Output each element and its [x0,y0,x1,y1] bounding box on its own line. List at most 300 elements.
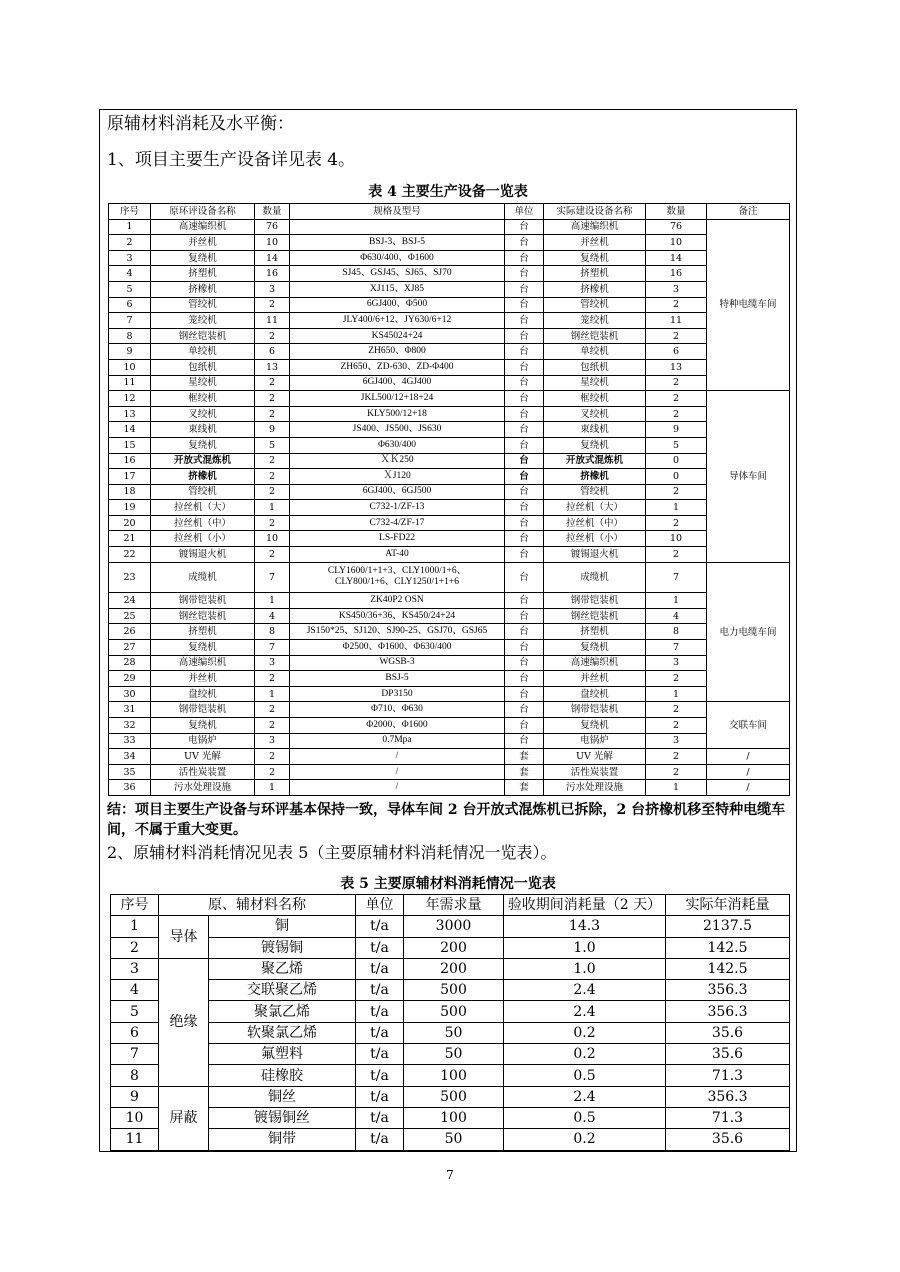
spec-model-cell: / [290,780,505,796]
unit-cell: 台 [505,328,544,344]
actual-quantity-cell: 1 [646,593,707,609]
table4-row [109,500,790,516]
table4-row [109,531,790,547]
original-equipment-name-cell: 复绕机 [151,718,255,734]
original-quantity-cell: 76 [255,219,290,235]
unit-cell: 台 [505,702,544,718]
unit-cell: t/a [356,1044,404,1065]
spec-model-cell [290,219,505,235]
material-name-cell: 硅橡胶 [209,1065,356,1086]
unit-cell: 台 [505,297,544,313]
row-number-cell: 11 [109,375,151,391]
table4-row [109,515,790,531]
material-name-cell: 聚乙烯 [209,958,356,979]
original-quantity-cell: 9 [255,422,290,438]
actual-annual-consumption-cell: 2137.5 [666,916,790,937]
row-number-cell: 27 [109,640,151,656]
original-equipment-name-cell: 并丝机 [151,671,255,687]
table4-row [109,686,790,702]
original-quantity-cell: 1 [255,593,290,609]
table4-row [109,235,790,251]
row-number-cell: 7 [111,1044,159,1065]
remark-cell: / [707,749,790,765]
actual-quantity-cell: 1 [646,500,707,516]
row-number-cell: 5 [109,281,151,297]
spec-model-cell: SJ45、GSJ45、SJ65、SJ70 [290,266,505,282]
actual-quantity-cell: 2 [646,764,707,780]
acceptance-consumption-cell: 0.2 [504,1044,666,1065]
actual-quantity-cell: 16 [646,266,707,282]
row-number-cell: 8 [109,328,151,344]
annual-demand-cell: 500 [404,1001,504,1022]
unit-cell: 台 [505,515,544,531]
annual-demand-cell: 500 [404,980,504,1001]
spec-model-cell: 6GJ400、4GJ400 [290,375,505,391]
row-number-cell: 24 [109,593,151,609]
table4-row [109,453,790,469]
spec-model-cell: Φ630/400 [290,437,505,453]
actual-quantity-cell: 2 [646,375,707,391]
actual-equipment-name-cell: 拉丝机（中） [544,515,646,531]
original-quantity-cell: 2 [255,749,290,765]
actual-equipment-name-cell: 并丝机 [544,671,646,687]
table4-header-cell: 数量 [646,204,707,220]
row-number-cell: 14 [109,422,151,438]
original-equipment-name-cell: 拉丝机（小） [151,531,255,547]
row-number-cell: 12 [109,391,151,407]
actual-quantity-cell: 13 [646,359,707,375]
row-number-cell: 9 [111,1086,159,1107]
unit-cell: 台 [505,484,544,500]
actual-equipment-name-cell: 钢带铠装机 [544,593,646,609]
actual-equipment-name-cell: 管绞机 [544,297,646,313]
acceptance-consumption-cell: 0.2 [504,1129,666,1150]
table4-row [109,313,790,329]
table5-header-cell: 原、辅材料名称 [159,895,356,916]
table5-header-cell: 年需求量 [404,895,504,916]
actual-equipment-name-cell: 镀锡退火机 [544,547,646,563]
table4-row [109,359,790,375]
row-number-cell: 25 [109,608,151,624]
remark-cell: / [707,764,790,780]
original-quantity-cell: 2 [255,453,290,469]
actual-quantity-cell: 9 [646,422,707,438]
actual-equipment-name-cell: 框绞机 [544,391,646,407]
actual-equipment-name-cell: 复绕机 [544,250,646,266]
unit-cell: 台 [505,281,544,297]
page-frame [99,109,797,1152]
actual-equipment-name-cell: 钢丝铠装机 [544,608,646,624]
original-equipment-name-cell: 包纸机 [151,359,255,375]
unit-cell: 台 [505,266,544,282]
original-quantity-cell: 7 [255,562,290,593]
actual-quantity-cell: 1 [646,686,707,702]
original-quantity-cell: 13 [255,359,290,375]
original-quantity-cell: 2 [255,718,290,734]
actual-quantity-cell: 3 [646,733,707,749]
actual-equipment-name-cell: 污水处理设施 [544,780,646,796]
table4-row [109,562,790,593]
row-number-cell: 34 [109,749,151,765]
actual-equipment-name-cell: 复绕机 [544,437,646,453]
row-number-cell: 31 [109,702,151,718]
annual-demand-cell: 50 [404,1044,504,1065]
spec-model-cell: BSJ-5 [290,671,505,687]
actual-equipment-name-cell: 包纸机 [544,359,646,375]
original-equipment-name-cell: 高速编织机 [151,655,255,671]
unit-cell: 台 [505,344,544,360]
row-number-cell: 20 [109,515,151,531]
original-equipment-name-cell: 复绕机 [151,250,255,266]
annual-demand-cell: 3000 [404,916,504,937]
original-quantity-cell: 11 [255,313,290,329]
unit-cell: t/a [356,1001,404,1022]
unit-cell: 套 [505,749,544,765]
actual-quantity-cell: 0 [646,453,707,469]
original-equipment-name-cell: 钢丝铠装机 [151,328,255,344]
original-equipment-name-cell: 拉丝机（中） [151,515,255,531]
material-category-cell: 绝缘 [159,958,209,1086]
unit-cell: 台 [505,655,544,671]
material-category-cell: 屏蔽 [159,1086,209,1150]
row-number-cell: 18 [109,484,151,500]
unit-cell: t/a [356,1107,404,1128]
spec-model-cell: 6GJ400、Φ500 [290,297,505,313]
unit-cell: 台 [505,671,544,687]
material-name-cell: 交联聚乙烯 [209,980,356,1001]
acceptance-consumption-cell: 14.3 [504,916,666,937]
table5-row [111,1022,790,1043]
table4-row [109,655,790,671]
table4-row [109,484,790,500]
unit-cell: t/a [356,1129,404,1150]
original-equipment-name-cell: 并丝机 [151,235,255,251]
row-number-cell: 4 [111,980,159,1001]
actual-annual-consumption-cell: 35.6 [666,1044,790,1065]
table5-row [111,1001,790,1022]
actual-equipment-name-cell: UV 光解 [544,749,646,765]
annual-demand-cell: 100 [404,1107,504,1128]
actual-quantity-cell: 0 [646,469,707,485]
row-number-cell: 13 [109,406,151,422]
actual-equipment-name-cell: 叉绞机 [544,406,646,422]
original-equipment-name-cell: 束线机 [151,422,255,438]
spec-model-cell: C732-4/ZF-17 [290,515,505,531]
actual-equipment-name-cell: 高速编织机 [544,655,646,671]
actual-equipment-name-cell: 成缆机 [544,562,646,593]
table4-body [109,219,790,795]
annual-demand-cell: 50 [404,1129,504,1150]
actual-quantity-cell: 2 [646,671,707,687]
table4-row [109,266,790,282]
original-equipment-name-cell: 星绞机 [151,375,255,391]
original-equipment-name-cell: 活性炭装置 [151,764,255,780]
row-number-cell: 22 [109,547,151,563]
original-quantity-cell: 2 [255,297,290,313]
actual-equipment-name-cell: 挤塑机 [544,266,646,282]
spec-model-cell: CLY1600/1+1+3、CLY1000/1+6、 CLY800/1+6、CLY1250/1+1+6 [290,562,505,593]
unit-cell: t/a [356,937,404,958]
table4-row [109,250,790,266]
original-quantity-cell: 2 [255,406,290,422]
unit-cell: 台 [505,733,544,749]
row-number-cell: 21 [109,531,151,547]
spec-model-cell: / [290,764,505,780]
unit-cell: t/a [356,980,404,1001]
row-number-cell: 28 [109,655,151,671]
actual-quantity-cell: 2 [646,749,707,765]
actual-equipment-name-cell: 电锅炉 [544,733,646,749]
table5-row [111,916,790,937]
original-quantity-cell: 3 [255,281,290,297]
table5-header-row [111,895,790,916]
actual-annual-consumption-cell: 142.5 [666,937,790,958]
unit-cell: t/a [356,1086,404,1107]
actual-equipment-name-cell: 复绕机 [544,640,646,656]
acceptance-consumption-cell: 0.5 [504,1065,666,1086]
spec-model-cell: JS400、JS500、JS630 [290,422,505,438]
actual-annual-consumption-cell: 35.6 [666,1022,790,1043]
unit-cell: 台 [505,437,544,453]
table5-caption: 表 5 主要原辅材料消耗情况一览表 [340,876,556,892]
actual-annual-consumption-cell: 356.3 [666,1001,790,1022]
actual-quantity-cell: 2 [646,391,707,407]
original-equipment-name-cell: 开放式混炼机 [151,453,255,469]
row-number-cell: 8 [111,1065,159,1086]
actual-equipment-name-cell: 并丝机 [544,235,646,251]
table4-row [109,281,790,297]
table5-header-cell: 单位 [356,895,404,916]
original-equipment-name-cell: 钢带铠装机 [151,593,255,609]
row-number-cell: 23 [109,562,151,593]
actual-annual-consumption-cell: 356.3 [666,1086,790,1107]
table4-row [109,593,790,609]
unit-cell: 台 [505,562,544,593]
material-name-cell: 镀锡铜丝 [209,1107,356,1128]
actual-quantity-cell: 2 [646,297,707,313]
table4-row [109,718,790,734]
original-equipment-name-cell: 挤塑机 [151,266,255,282]
original-quantity-cell: 2 [255,391,290,407]
spec-model-cell: Φ2000、Φ1600 [290,718,505,734]
original-quantity-cell: 1 [255,686,290,702]
material-category-cell: 导体 [159,916,209,959]
original-equipment-name-cell: 成缆机 [151,562,255,593]
table4-caption: 表 4 主要生产设备一览表 [368,184,528,200]
row-number-cell: 32 [109,718,151,734]
row-number-cell: 4 [109,266,151,282]
unit-cell: t/a [356,1022,404,1043]
table4-header-cell: 备注 [707,204,790,220]
row-number-cell: 5 [111,1001,159,1022]
table4-row [109,608,790,624]
actual-quantity-cell: 2 [646,547,707,563]
table4-header-row [109,204,790,220]
original-quantity-cell: 1 [255,780,290,796]
original-equipment-name-cell: 复绕机 [151,437,255,453]
unit-cell: t/a [356,1065,404,1086]
original-quantity-cell: 4 [255,608,290,624]
unit-cell: 台 [505,469,544,485]
spec-model-cell: WGSB-3 [290,655,505,671]
actual-equipment-name-cell: 钢带铠装机 [544,702,646,718]
subsection-heading-materials: 2、原辅材料消耗情况见表 5（主要原辅材料消耗情况一览表）。 [107,843,557,862]
spec-model-cell: AT-40 [290,547,505,563]
material-name-cell: 铜丝 [209,1086,356,1107]
actual-quantity-cell: 5 [646,437,707,453]
remark-cell: 导体车间 [707,391,790,563]
actual-quantity-cell: 2 [646,484,707,500]
spec-model-cell: LS-FD22 [290,531,505,547]
actual-equipment-name-cell: 星绞机 [544,375,646,391]
table4-row [109,749,790,765]
row-number-cell: 1 [111,916,159,937]
original-quantity-cell: 2 [255,328,290,344]
table4-row [109,375,790,391]
annual-demand-cell: 100 [404,1065,504,1086]
row-number-cell: 6 [111,1022,159,1043]
row-number-cell: 10 [109,359,151,375]
unit-cell: 台 [505,640,544,656]
table4-header-cell: 单位 [505,204,544,220]
original-equipment-name-cell: 盘绞机 [151,686,255,702]
table5-row [111,1086,790,1107]
original-quantity-cell: 2 [255,547,290,563]
material-name-cell: 铜 [209,916,356,937]
original-equipment-name-cell: 笼绞机 [151,313,255,329]
annual-demand-cell: 200 [404,937,504,958]
unit-cell: 台 [505,531,544,547]
original-quantity-cell: 2 [255,469,290,485]
unit-cell: 台 [505,250,544,266]
annual-demand-cell: 200 [404,958,504,979]
original-quantity-cell: 10 [255,235,290,251]
original-equipment-name-cell: UV 光解 [151,749,255,765]
row-number-cell: 29 [109,671,151,687]
table4-row [109,469,790,485]
materials-table [110,894,790,1151]
equipment-table [108,203,790,796]
actual-equipment-name-cell: 挤橡机 [544,281,646,297]
table4-header-cell: 实际建设设备名称 [544,204,646,220]
row-number-cell: 16 [109,453,151,469]
table4-row [109,780,790,796]
actual-quantity-cell: 7 [646,640,707,656]
actual-quantity-cell: 14 [646,250,707,266]
acceptance-consumption-cell: 2.4 [504,1001,666,1022]
annual-demand-cell: 50 [404,1022,504,1043]
row-number-cell: 7 [109,313,151,329]
unit-cell: 台 [505,422,544,438]
table5-row [111,1107,790,1128]
original-quantity-cell: 2 [255,702,290,718]
actual-annual-consumption-cell: 71.3 [666,1065,790,1086]
spec-model-cell: Φ710、Φ630 [290,702,505,718]
actual-annual-consumption-cell: 142.5 [666,958,790,979]
row-number-cell: 30 [109,686,151,702]
actual-equipment-name-cell: 高速编织机 [544,219,646,235]
table4-row [109,344,790,360]
spec-model-cell: XJ115、XJ85 [290,281,505,297]
remark-cell: 特种电缆车间 [707,219,790,391]
unit-cell: 台 [505,624,544,640]
table5-row [111,1044,790,1065]
spec-model-cell: 0.7Mpa [290,733,505,749]
actual-quantity-cell: 2 [646,406,707,422]
original-quantity-cell: 8 [255,624,290,640]
actual-quantity-cell: 3 [646,281,707,297]
table4-header-cell: 规格及型号 [290,204,505,220]
original-quantity-cell: 16 [255,266,290,282]
row-number-cell: 11 [111,1129,159,1150]
row-number-cell: 36 [109,780,151,796]
original-equipment-name-cell: 挤橡机 [151,281,255,297]
spec-model-cell: BSJ-3、BSJ-5 [290,235,505,251]
original-equipment-name-cell: 钢丝铠装机 [151,608,255,624]
original-equipment-name-cell: 污水处理设施 [151,780,255,796]
material-name-cell: 氟塑料 [209,1044,356,1065]
spec-model-cell: ＸＫ250 [290,453,505,469]
spec-model-cell: JLY400/6+12、JY630/6+12 [290,313,505,329]
remark-cell: 交联车间 [707,702,790,749]
table4-header-cell: 原环评设备名称 [151,204,255,220]
row-number-cell: 19 [109,500,151,516]
actual-equipment-name-cell: 管绞机 [544,484,646,500]
actual-equipment-name-cell: 挤橡机 [544,469,646,485]
actual-equipment-name-cell: 盘绞机 [544,686,646,702]
original-equipment-name-cell: 管绞机 [151,297,255,313]
spec-model-cell: Φ2500、Φ1600、Φ630/400 [290,640,505,656]
spec-model-cell: KS45024+24 [290,328,505,344]
original-equipment-name-cell: 挤塑机 [151,624,255,640]
material-name-cell: 铜带 [209,1129,356,1150]
unit-cell: 台 [505,453,544,469]
actual-quantity-cell: 2 [646,515,707,531]
table4-row [109,702,790,718]
actual-equipment-name-cell: 活性炭装置 [544,764,646,780]
actual-equipment-name-cell: 拉丝机（大） [544,500,646,516]
actual-equipment-name-cell: 束线机 [544,422,646,438]
actual-quantity-cell: 10 [646,531,707,547]
unit-cell: 台 [505,219,544,235]
material-name-cell: 镀锡铜 [209,937,356,958]
spec-model-cell: ZK40P2 OSN [290,593,505,609]
original-equipment-name-cell: 框绞机 [151,391,255,407]
spec-model-cell: 6GJ400、6GJ500 [290,484,505,500]
spec-model-cell: JKL500/12+18+24 [290,391,505,407]
section-heading: 原辅材料消耗及水平衡： [107,114,294,134]
acceptance-consumption-cell: 1.0 [504,958,666,979]
table4-row [109,406,790,422]
original-quantity-cell: 2 [255,515,290,531]
actual-quantity-cell: 6 [646,344,707,360]
table4-row [109,437,790,453]
row-number-cell: 10 [111,1107,159,1128]
original-quantity-cell: 3 [255,655,290,671]
actual-equipment-name-cell: 钢丝铠装机 [544,328,646,344]
actual-quantity-cell: 2 [646,328,707,344]
table5-header-cell: 序号 [111,895,159,916]
table4-row [109,328,790,344]
original-equipment-name-cell: 复绕机 [151,640,255,656]
row-number-cell: 6 [109,297,151,313]
row-number-cell: 15 [109,437,151,453]
table5-body [111,916,790,1150]
acceptance-consumption-cell: 1.0 [504,937,666,958]
acceptance-consumption-cell: 2.4 [504,980,666,1001]
table4-row [109,422,790,438]
spec-model-cell: Φ630/400、Φ1600 [290,250,505,266]
